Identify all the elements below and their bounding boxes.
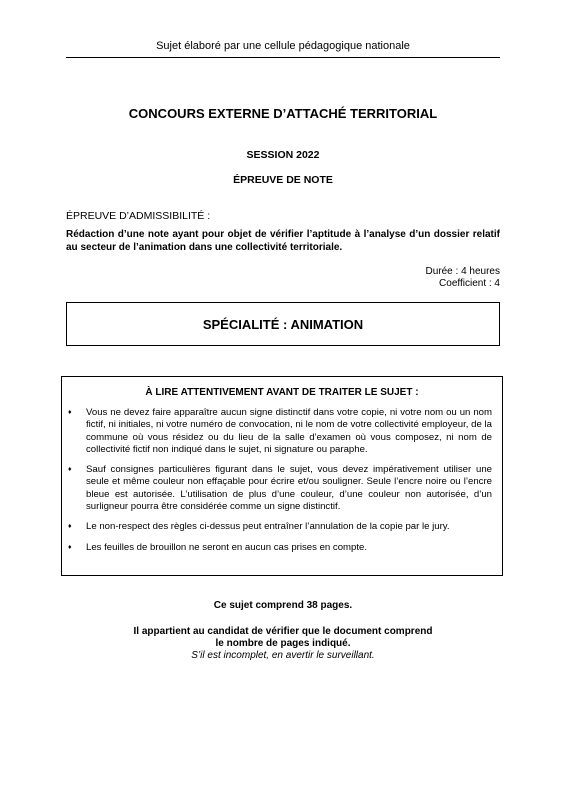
instruction-text: Vous ne devez faire apparaître aucun signe distinctif dans votre copie, ni votre nom ou un nom fictif, ni initiales, ni votre numéro de convocation, ni le nom de votre collectivité employeur, de la commune où vous résidez ou du lieu de la salle d’examen où vous composez, ni nom de collectivité fictif non indiqué dans le sujet, ni signature ou paraphe. bbox=[86, 407, 492, 455]
list-item bbox=[62, 542, 502, 554]
session-label: SESSION 2022 bbox=[246, 149, 320, 161]
specialite-text: SPÉCIALITÉ : ANIMATION bbox=[202, 316, 364, 332]
instructions-list bbox=[62, 407, 502, 562]
header-text: Sujet élaboré par une cellule pédagogique nationale bbox=[156, 40, 410, 52]
list-item bbox=[62, 521, 502, 533]
admissibilite-description: Rédaction d’une note ayant pour objet de vérifier l’aptitude à l’analyse d’un dossier relatif au secteur de l’animation dans une collectivité territoriale. bbox=[66, 229, 500, 253]
coefficient-text: Coefficient : 4 bbox=[439, 278, 500, 289]
instructions-box bbox=[61, 376, 503, 576]
instruction-text: Le non-respect des règles ci-dessus peut entraîner l’annulation de la copie par le jury. bbox=[86, 521, 450, 533]
verification-line-2: le nombre de pages indiqué. bbox=[215, 638, 351, 649]
duration-text: Durée : 4 heures bbox=[425, 266, 500, 277]
list-item bbox=[62, 464, 502, 513]
instruction-text: Sauf consignes particulières figurant dans le sujet, vous devez impérativement utiliser une seule et même couleur non effaçable pour écrire et/ou souligner. Seule l’encre noire ou l’encre bleue est autorisée. L’utilisation de plus d’une couleur, d’une couleur non autorisée, d’un surligneur pourra être considérée comme un signe distinctif. bbox=[86, 464, 492, 513]
header-rule bbox=[66, 57, 500, 58]
verification-line-1: Il appartient au candidat de vérifier que le document comprend bbox=[133, 626, 433, 637]
specialite-box bbox=[66, 302, 500, 346]
diamond-bullet-icon: ♦ bbox=[68, 409, 72, 416]
list-item bbox=[62, 407, 502, 456]
instruction-text: Les feuilles de brouillon ne seront en aucun cas prises en compte. bbox=[86, 541, 368, 553]
verification-line-3: S’il est incomplet, en avertir le surveillant. bbox=[191, 650, 375, 661]
duration-block bbox=[426, 266, 501, 290]
diamond-bullet-icon: ♦ bbox=[68, 543, 72, 551]
diamond-bullet-icon: ♦ bbox=[68, 466, 72, 474]
epreuve-label: ÉPREUVE DE NOTE bbox=[233, 174, 333, 186]
admissibilite-label: ÉPREUVE D’ADMISSIBILITÉ : bbox=[66, 210, 211, 222]
page-count-text: Ce sujet comprend 38 pages. bbox=[213, 600, 353, 611]
instructions-title: À LIRE ATTENTIVEMENT AVANT DE TRAITER LE SUJET : bbox=[145, 387, 419, 398]
diamond-bullet-icon: ♦ bbox=[68, 523, 72, 531]
exam-title: CONCOURS EXTERNE D’ATTACHÉ TERRITORIAL bbox=[128, 106, 438, 121]
